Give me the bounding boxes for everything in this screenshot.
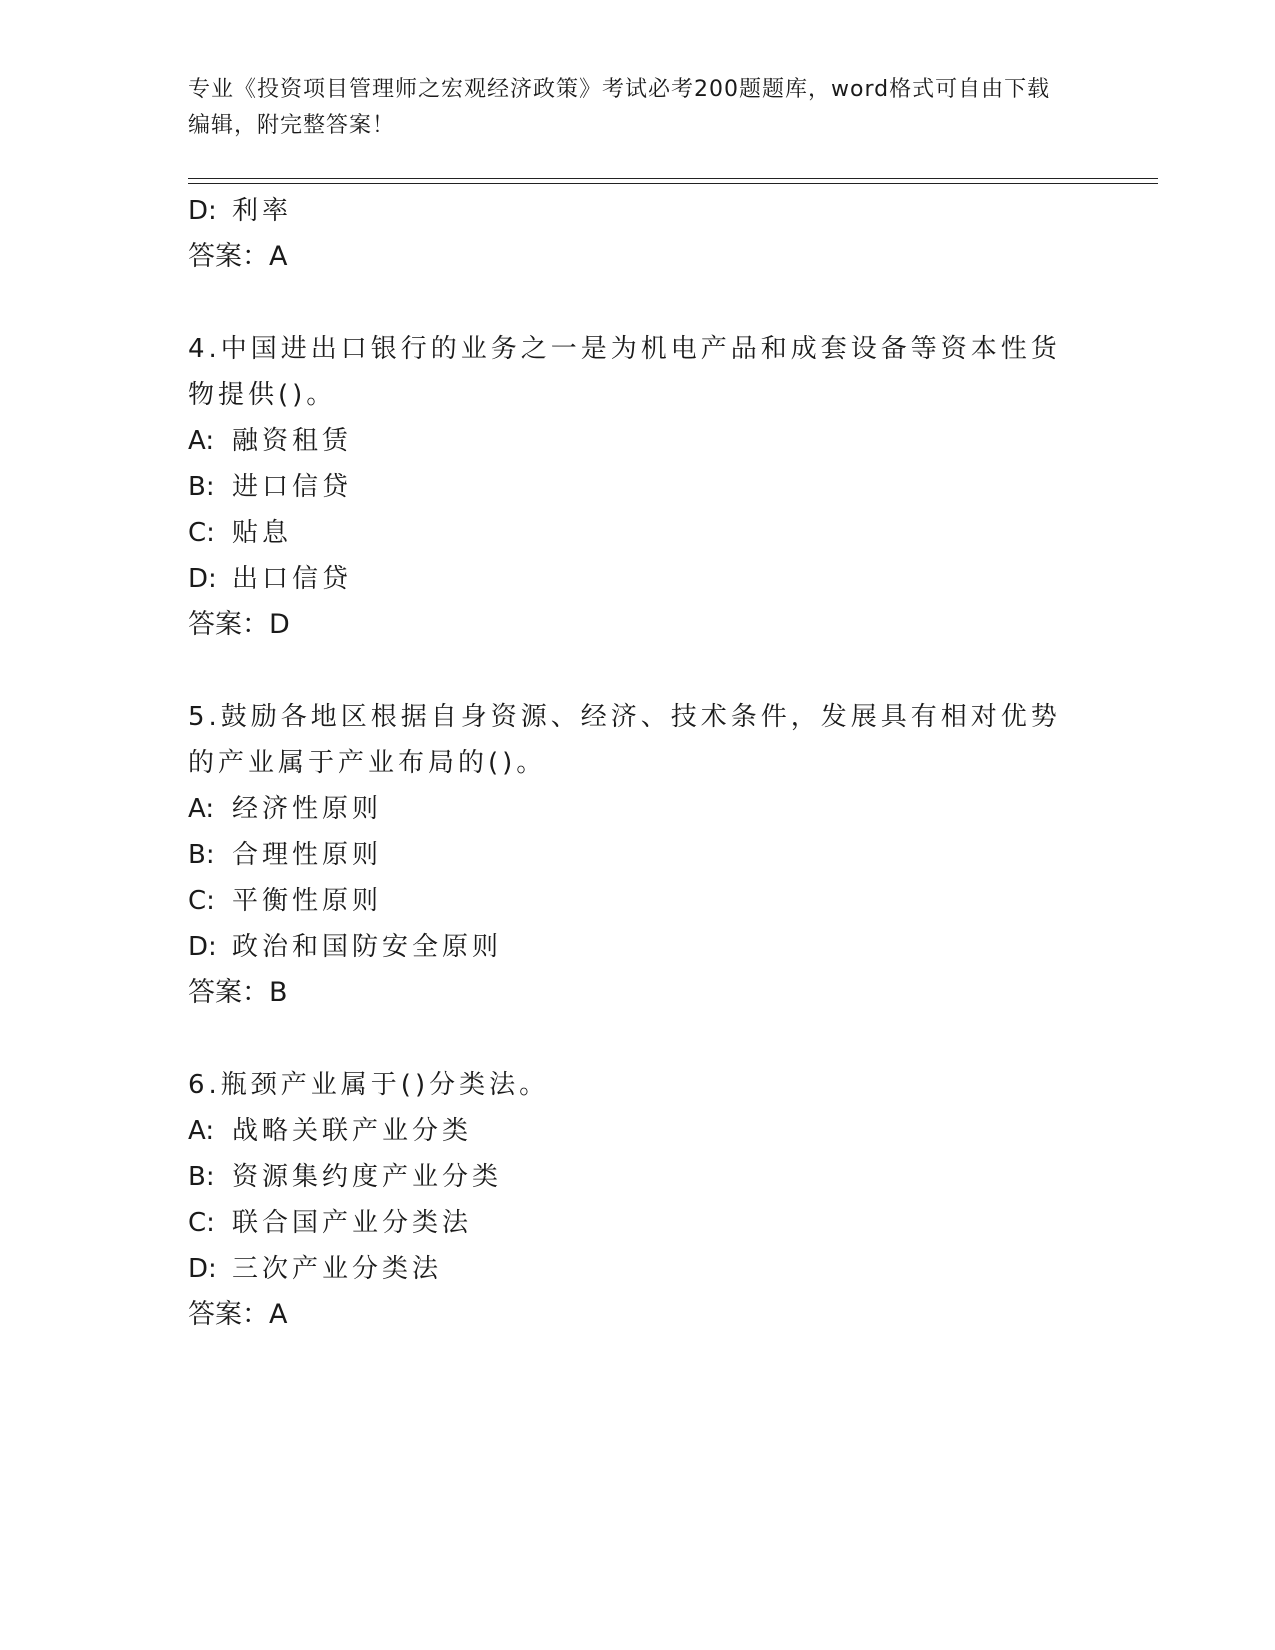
option-letter: A: (188, 1116, 215, 1146)
option-letter: D: (188, 932, 217, 962)
answer-label: 答案： (188, 977, 269, 1008)
answer-line (188, 970, 1068, 1016)
question-stem: 4.中国进出口银行的业务之一是为机电产品和成套设备等资本性货物提供()。 (188, 334, 1061, 410)
option-text: 进口信贷 (232, 472, 353, 502)
option-c (188, 878, 1068, 924)
option-text: 出口信贷 (232, 564, 353, 594)
spacer (188, 280, 1068, 326)
option-a (188, 786, 1068, 832)
option-letter: B: (188, 1162, 215, 1192)
option-letter: C: (188, 1208, 215, 1238)
answer-value: A (269, 1299, 288, 1330)
question-stem: 5.鼓励各地区根据自身资源、经济、技术条件，发展具有相对优势的产业属于产业布局的()。 (188, 702, 1061, 778)
option-d (188, 924, 1068, 970)
option-letter: D: (188, 564, 217, 594)
option-letter: A: (188, 794, 215, 824)
option-d (188, 556, 1068, 602)
answer-line (188, 602, 1068, 648)
option-letter: D: (188, 196, 217, 226)
answer-label: 答案： (188, 241, 269, 272)
option-c (188, 510, 1068, 556)
answer-line (188, 234, 1068, 280)
header-divider (188, 178, 1158, 179)
option-text: 政治和国防安全原则 (232, 932, 503, 962)
page-header: 专业《投资项目管理师之宏观经济政策》考试必考200题题库，word格式可自由下载编辑，附完整答案！ (188, 77, 1051, 138)
spacer (188, 648, 1068, 694)
answer-value: D (269, 609, 290, 640)
answer-value: A (269, 241, 288, 272)
option-letter: C: (188, 518, 215, 548)
option-b (188, 464, 1068, 510)
option-text: 合理性原则 (232, 840, 383, 870)
option-text: 融资租赁 (232, 426, 353, 456)
option-letter: B: (188, 472, 215, 502)
exam-content (188, 188, 1068, 1338)
option-text: 联合国产业分类法 (232, 1208, 473, 1238)
option-letter: A: (188, 426, 215, 456)
question-stem: 6.瓶颈产业属于()分类法。 (188, 1070, 550, 1100)
option-text: 平衡性原则 (232, 886, 383, 916)
option-b (188, 1154, 1068, 1200)
option-letter: B: (188, 840, 215, 870)
answer-label: 答案： (188, 1299, 269, 1330)
header-divider-double (188, 183, 1158, 184)
option-d (188, 188, 1068, 234)
option-text: 贴息 (232, 518, 293, 548)
spacer (188, 1016, 1068, 1062)
option-text: 利率 (232, 196, 293, 226)
option-b (188, 832, 1068, 878)
answer-label: 答案： (188, 609, 269, 640)
option-text: 战略关联产业分类 (232, 1116, 473, 1146)
option-a (188, 418, 1068, 464)
option-text: 资源集约度产业分类 (232, 1162, 503, 1192)
option-letter: D: (188, 1254, 217, 1284)
answer-line (188, 1292, 1068, 1338)
option-text: 经济性原则 (232, 794, 383, 824)
answer-value: B (269, 977, 288, 1008)
option-a (188, 1108, 1068, 1154)
option-text: 三次产业分类法 (232, 1254, 443, 1284)
option-letter: C: (188, 886, 215, 916)
option-c (188, 1200, 1068, 1246)
option-d (188, 1246, 1068, 1292)
